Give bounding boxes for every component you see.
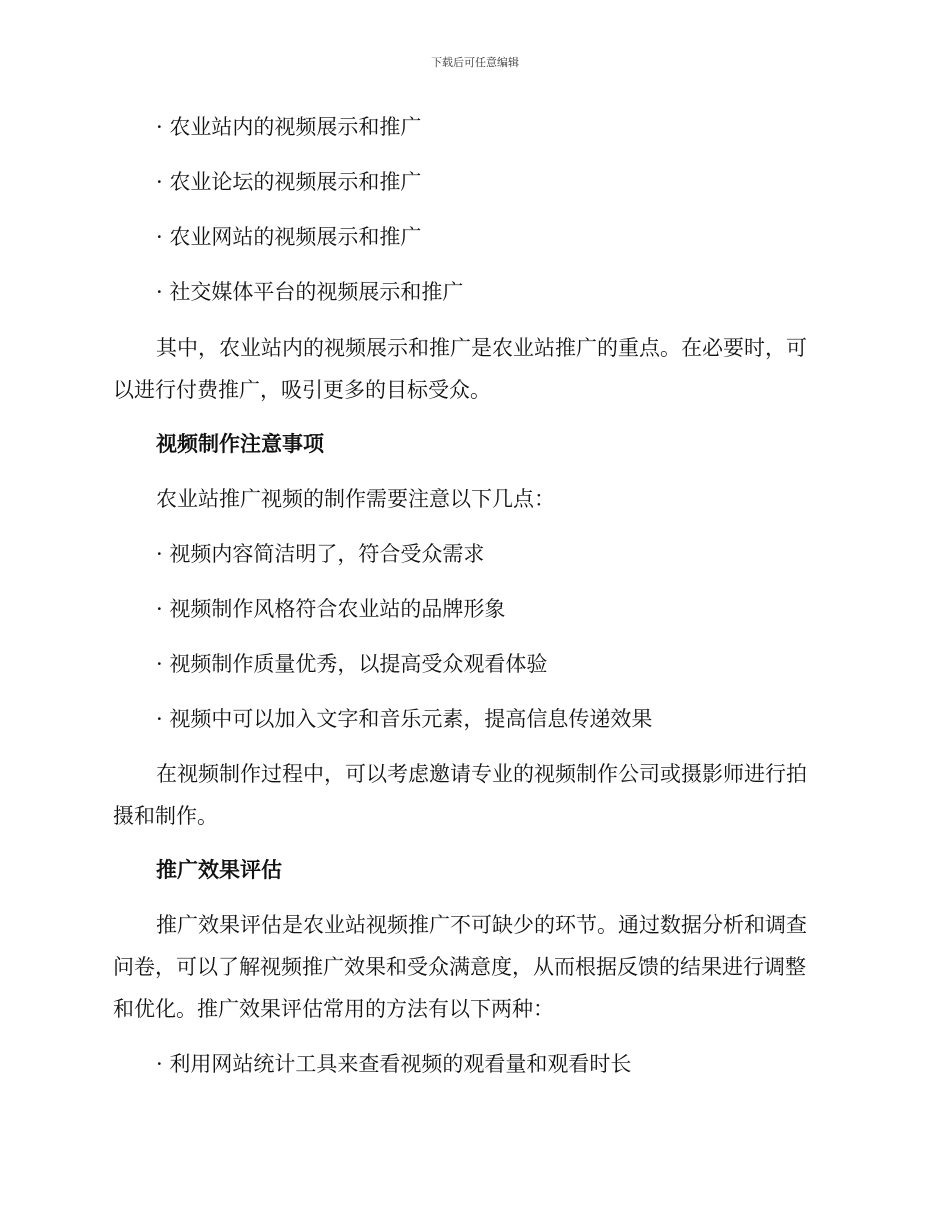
page-header: 下载后可任意编辑 — [431, 56, 519, 69]
bullet-item: · 农业论坛的视频展示和推广 — [156, 170, 422, 194]
bullet-item: · 社交媒体平台的视频展示和推广 — [156, 280, 464, 304]
bullet-item: · 农业站内的视频展示和推广 — [156, 115, 422, 139]
paragraph-line: 在视频制作过程中，可以考虑邀请专业的视频制作公司或摄影师进行拍 — [156, 762, 807, 786]
bullet-item: · 视频制作质量优秀，以提高受众观看体验 — [156, 652, 548, 676]
section-heading: 视频制作注意事项 — [156, 431, 324, 456]
bullet-item: · 利用网站统计工具来查看视频的观看量和观看时长 — [156, 1052, 632, 1076]
paragraph-line: 农业站推广视频的制作需要注意以下几点： — [156, 487, 555, 511]
paragraph-line: 推广效果评估是农业站视频推广不可缺少的环节。通过数据分析和调查 — [156, 913, 807, 937]
section-heading: 推广效果评估 — [156, 857, 282, 882]
paragraph-line: 摄和制作。 — [113, 804, 218, 828]
paragraph-line: 和优化。推广效果评估常用的方法有以下两种： — [113, 997, 554, 1021]
paragraph-line: 其中，农业站内的视频展示和推广是农业站推广的重点。在必要时，可 — [156, 336, 807, 360]
bullet-item: · 农业网站的视频展示和推广 — [156, 225, 422, 249]
bullet-item: · 视频中可以加入文字和音乐元素，提高信息传递效果 — [156, 707, 653, 731]
bullet-item: · 视频制作风格符合农业站的品牌形象 — [156, 597, 506, 621]
paragraph-line: 以进行付费推广，吸引更多的目标受众。 — [113, 378, 491, 402]
paragraph-line: 问卷，可以了解视频推广效果和受众满意度，从而根据反馈的结果进行调整 — [113, 955, 806, 979]
bullet-item: · 视频内容简洁明了，符合受众需求 — [156, 542, 485, 566]
